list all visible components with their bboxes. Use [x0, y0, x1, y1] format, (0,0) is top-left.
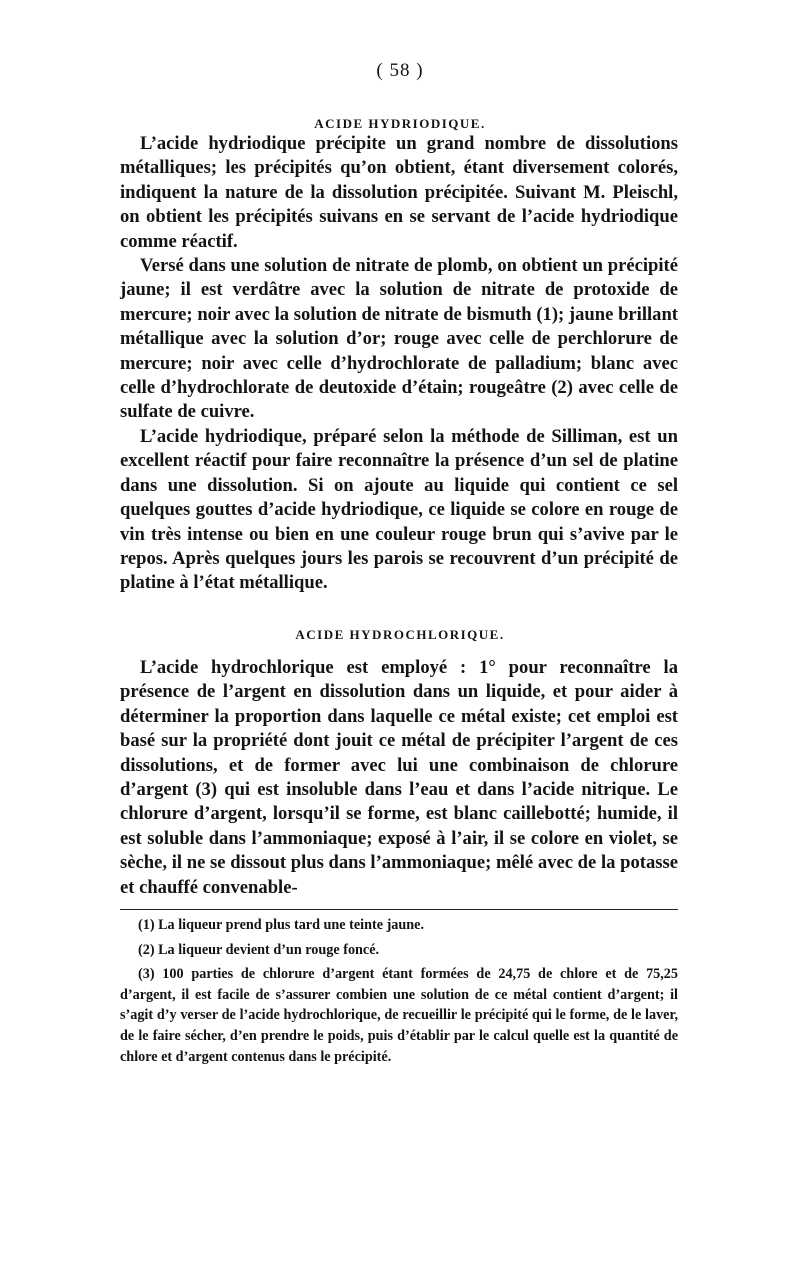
page-number: ( 58 ) [376, 60, 424, 81]
footnote: (1) La liqueur prend plus tard une teinte jaune. [138, 917, 425, 933]
section-hydriodique-body [120, 132, 678, 596]
paragraph: L’acide hydriodique précipite un grand nombre de dissolutions métalliques; les précipités qu’on obtient, étant diversement colorés, indiquent la nature de la dissolution précipitée. Suivant M. Pleischl, on obtient les précipités suivans en se servant de l’acide hydriodique comme réactif. [120, 133, 678, 252]
paragraph: L’acide hydriodique, préparé selon la méthode de Silliman, est un excellent réactif pour faire reconnaître la présence d’un sel de platine dans une dissolution. Si on ajoute au liquide qui contient ce sel quelques gouttes d’acide hydriodique, ce liquide se colore en rouge de vin très intense ou bien en une couleur rouge brun qui s’avive par le repos. Après quelques jours les parois se recouvrent d’un précipité de platine à l’état métallique. [120, 425, 678, 594]
section-title-hydrochlorique: ACIDE HYDROCHLORIQUE. [295, 627, 505, 642]
section-hydrochlorique-body [120, 656, 678, 900]
footnote-divider [120, 909, 678, 910]
paragraph: L’acide hydrochlorique est employé : 1° pour reconnaître la présence de l’argent en dissolution dans un liquide, et pour aider à déterminer la proportion dans laquelle ce métal existe; cet emploi est basé sur la propriété dont jouit ce métal de précipiter l’argent de ces dissolutions, et de former avec lui une combinaison de chlorure d’argent (3) qui est insoluble dans l’eau et dans l’acide nitrique. Le chlorure d’argent, lorsqu’il se forme, est blanc caillebotté; humide, il est soluble dans l’ammoniaque; exposé à l’air, il se colore en violet, se sèche, il ne se dissout plus dans l’ammoniaque; mêlé avec de la potasse et chauffé convenable- [120, 657, 678, 898]
footnote: (3) 100 parties de chlorure d’argent étant formées de 24,75 de chlore et de 75,25 d’argent, il est facile de s’assurer combien une solution de ce métal contient d’argent; il s’agit d’y verser de l’acide hydrochlorique, de recueillir le précipité qui le forme, de le laver, de le faire sécher, d’en prendre le poids, puis d’établir par le calcul quelle est la quantité de chlore et d’argent contenus dans le précipité. [120, 966, 678, 1065]
footnote: (2) La liqueur devient d’un rouge foncé. [138, 941, 380, 958]
paragraph: Versé dans une solution de nitrate de plomb, on obtient un précipité jaune; il est verdâtre avec la solution de nitrate de protoxide de mercure; noir avec la solution de nitrate de bismuth (1); jaune brillant métallique avec la solution d’or; rouge avec celle de perchlorure de mercure; noir avec celle d’hydrochlorate de palladium; blanc avec celle d’hydrochlorate de deutoxide d’étain; rougeâtre (2) avec celle de sulfate de cuivre. [120, 255, 678, 423]
footnotes [120, 915, 678, 1067]
section-title-hydriodique: ACIDE HYDRIODIQUE. [314, 116, 486, 131]
